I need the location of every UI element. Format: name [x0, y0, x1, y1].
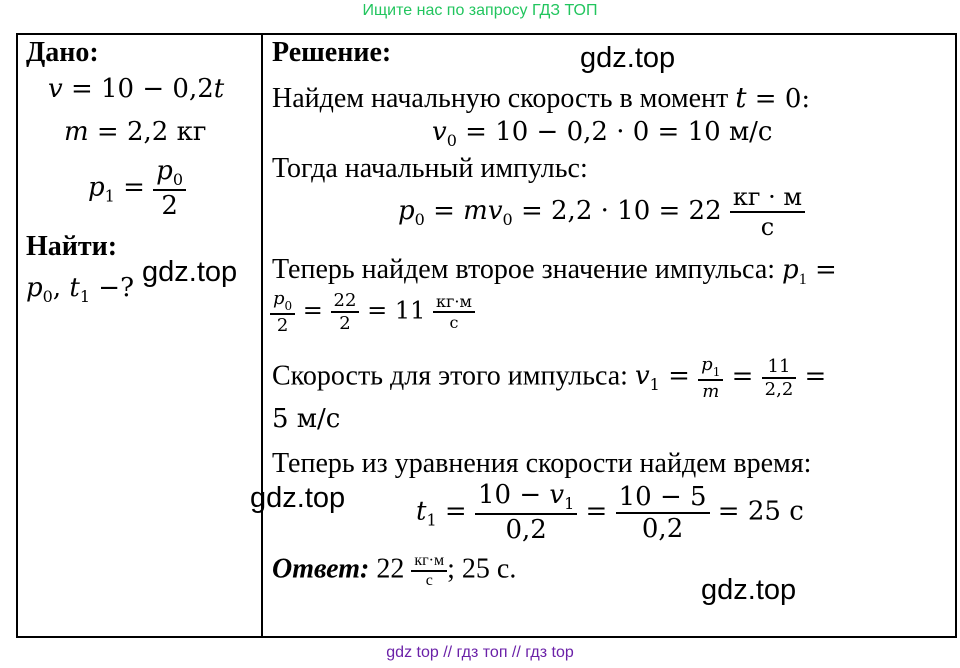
- equation-second-momentum: $\frac{p_0}{2}$ = $\frac{22}{2}$ = 11 $\frac{кг\cdot м}{с}$: [270, 288, 475, 336]
- answer-line: Ответ: 22 $\frac{кг\cdot м}{с}$ ; 25 с.: [272, 552, 517, 589]
- equation-time: $t_1$ = $\frac{10 - v_1}{0,2}$ = $\frac{10 - 5}{0,2}$ = 25 с: [416, 480, 804, 545]
- fraction: $\frac{10 - 5}{0,2}$: [616, 482, 710, 544]
- watermark: gdz.top: [701, 574, 797, 606]
- watermark: gdz.top: [142, 256, 238, 288]
- column-divider: [261, 33, 263, 638]
- given-velocity-equation: v = 10 − 0,2t: [48, 74, 225, 104]
- equation-initial-momentum: $p_0 = mv_0 = 2,2 \cdot 10 = 22$ $\frac{кг \cdot м}{с}$: [398, 183, 805, 241]
- fraction: $\frac{p_0}{2}$: [153, 156, 186, 221]
- unit-fraction: $\frac{кг\cdot м}{с}$: [433, 292, 475, 332]
- solution-line-5: 5 м/с: [272, 404, 341, 434]
- unit-fraction: $\frac{кг \cdot м}{с}$: [730, 183, 805, 241]
- watermark: gdz.top: [250, 482, 346, 514]
- solution-heading: Решение:: [272, 37, 392, 68]
- footer-links[interactable]: gdz top // гдз топ // гдз top: [386, 644, 574, 661]
- fraction: $\frac{p_1}{m}$: [698, 354, 723, 402]
- solution-line-6: Теперь из уравнения скорости найдем время:: [272, 448, 812, 479]
- fraction: $\frac{22}{2}$: [331, 290, 360, 334]
- find-heading: Найти:: [26, 231, 118, 262]
- given-mass: m = 2,2 кг: [64, 117, 207, 147]
- solution-line-3: Теперь найдем второе значение импульса: $p_1$ =: [272, 254, 837, 288]
- given-heading: Дано:: [26, 37, 99, 68]
- equation-initial-velocity: $v_0 = 10 - 0,2 \cdot 0 = 10$ м/с: [432, 117, 773, 150]
- answer-label: Ответ:: [272, 553, 370, 585]
- solution-line-1: Найдем начальную скорость в момент t = 0:: [272, 81, 811, 114]
- solution-line-2: Тогда начальный импульс:: [272, 153, 588, 184]
- fraction: $\frac{11}{2,2}$: [762, 356, 797, 400]
- fraction: $\frac{10 - v_1}{0,2}$: [475, 480, 577, 545]
- unit-fraction: $\frac{кг\cdot м}{с}$: [411, 552, 447, 590]
- solution-line-4: Скорость для этого импульса: $v_1$ = $\frac{p_1}{m}$ = $\frac{11}{2,2}$ =: [272, 354, 827, 402]
- given-p1-formula: $p_1$ = $\frac{p_0}{2}$: [88, 156, 186, 221]
- fraction: $\frac{p_0}{2}$: [270, 288, 295, 336]
- top-banner[interactable]: Ищите нас по запросу ГДЗ ТОП: [362, 2, 598, 19]
- find-unknowns: $p_0$, $t_1$ −?: [26, 273, 135, 306]
- watermark: gdz.top: [580, 42, 676, 74]
